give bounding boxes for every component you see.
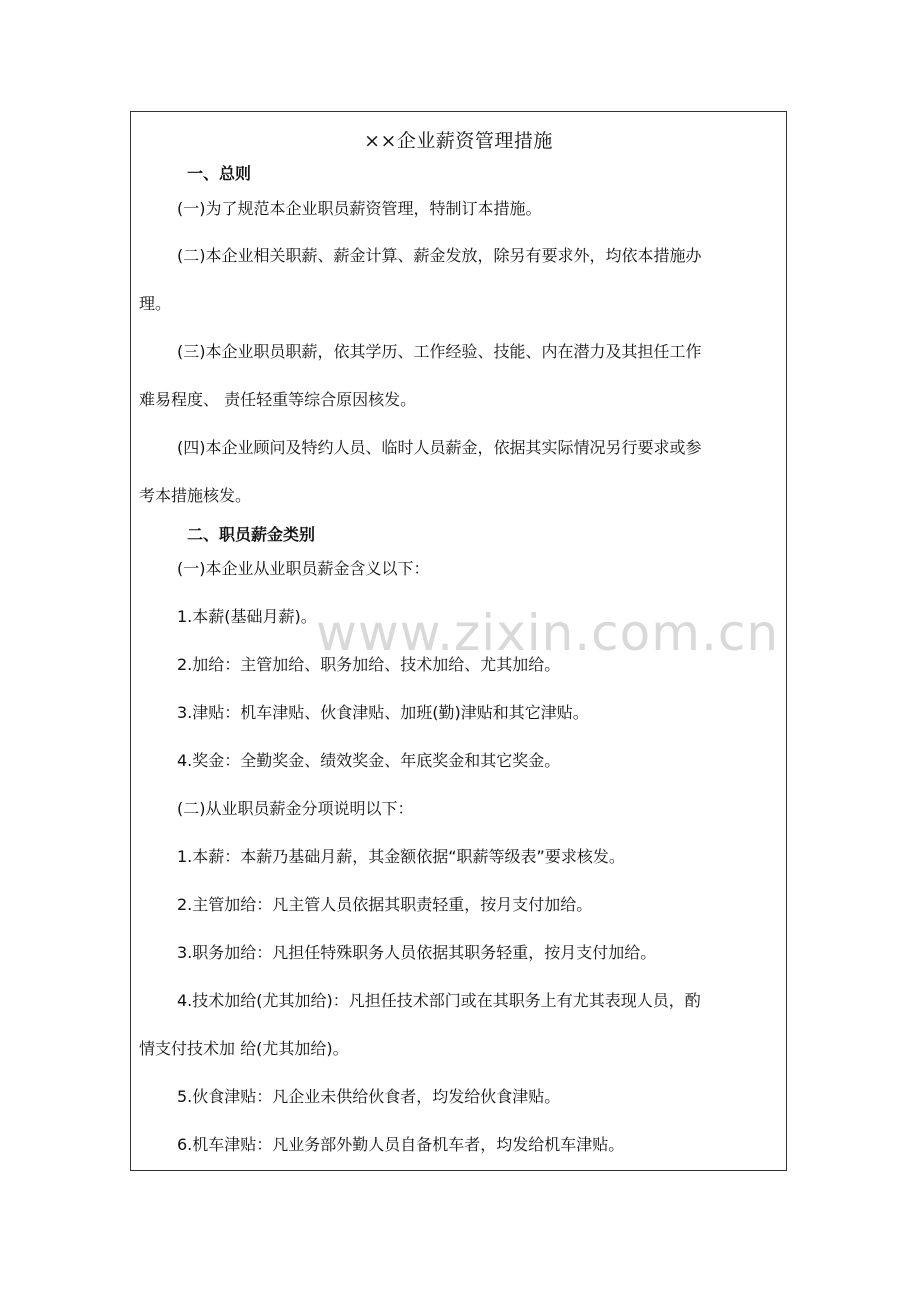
- list-item: 3.津贴：机车津贴、伙食津贴、加班(勤)津贴和其它津贴。: [177, 703, 589, 722]
- list-item: 4.技术加给(尤其加给)：凡担任技术部门或在其职务上有尤其表现人员，酌: [177, 991, 701, 1010]
- paragraph-line: (二)本企业相关职薪、薪金计算、薪金发放，除另有要求外，均依本措施办: [177, 246, 702, 265]
- list-item: 5.伙食津贴：凡企业未供给伙食者，均发给伙食津贴。: [177, 1087, 561, 1106]
- list-item: 1.本薪(基础月薪)。: [177, 607, 317, 626]
- list-item: 4.奖金：全勤奖金、绩效奖金、年底奖金和其它奖金。: [177, 751, 561, 770]
- paragraph-line: 难易程度、 责任轻重等综合原因核发。: [139, 390, 417, 409]
- section-heading: 一、总则: [187, 164, 252, 183]
- watermark: www.zixin.com.cn: [316, 604, 780, 662]
- section-heading: 二、职员薪金类别: [187, 525, 316, 544]
- document-title: ××企业薪资管理措施: [364, 130, 553, 152]
- list-item: 2.加给：主管加给、职务加给、技术加给、尤其加给。: [177, 655, 561, 674]
- paragraph-line: (二)从业职员薪金分项说明以下：: [177, 799, 414, 818]
- list-item: 1.本薪：本薪乃基础月薪，其金额依据“职薪等级表”要求核发。: [177, 847, 625, 866]
- paragraph-line: 考本措施核发。: [139, 486, 252, 505]
- list-item: 2.主管加给：凡主管人员依据其职责轻重，按月支付加给。: [177, 895, 593, 914]
- document-frame: [130, 111, 787, 1171]
- paragraph-line: (一)本企业从业职员薪金含义以下：: [177, 559, 430, 578]
- list-item: 3.职务加给：凡担任特殊职务人员依据其职务轻重，按月支付加给。: [177, 943, 657, 962]
- paragraph-line: (三)本企业职员职薪，依其学历、工作经验、技能、内在潜力及其担任工作: [177, 342, 702, 361]
- paragraph-line: (四)本企业顾问及特约人员、临时人员薪金，依据其实际情况另行要求或参: [177, 438, 702, 457]
- paragraph-line: 理。: [139, 294, 172, 313]
- list-item: 情支付技术加 给(尤其加给)。: [139, 1039, 349, 1058]
- paragraph-line: (一)为了规范本企业职员薪资管理，特制订本措施。: [177, 199, 542, 218]
- list-item: 6.机车津贴：凡业务部外勤人员自备机车者，均发给机车津贴。: [177, 1135, 625, 1154]
